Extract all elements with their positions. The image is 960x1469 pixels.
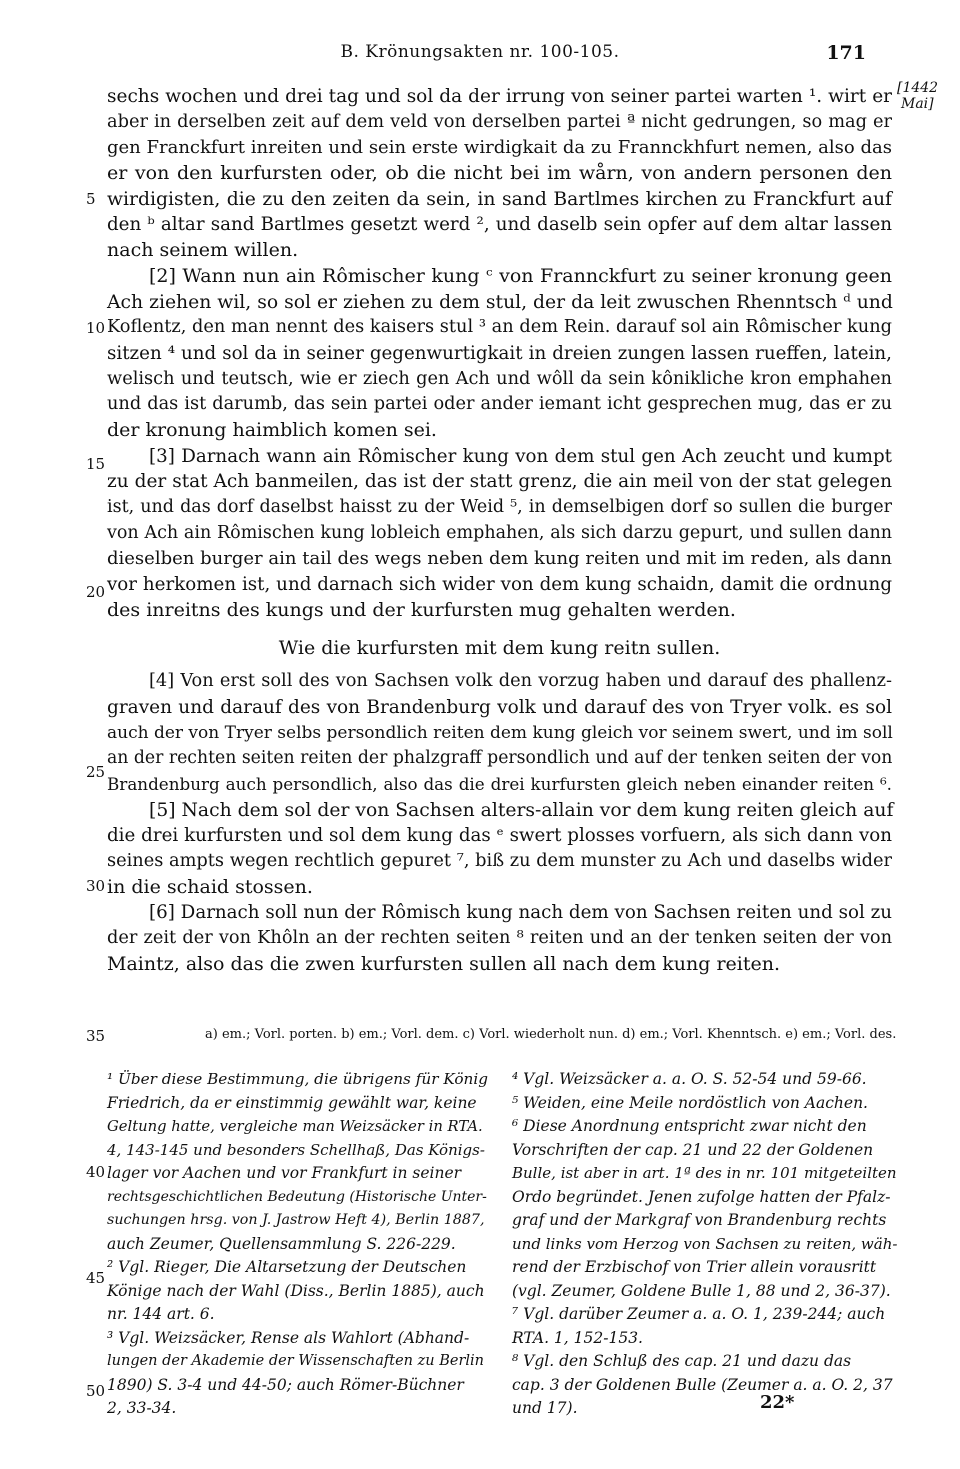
footnote-line: cap. 3 der Goldenen Bulle (Zeumer a. a. O. 2, 37 (512, 1375, 893, 1394)
footnote-line: Ordo begründet. Jenen zufolge hatten der Pfalz- (512, 1187, 891, 1206)
text-line: Maintz, also das die zwen kurfursten sullen all nach dem kung reiten. (107, 952, 781, 975)
footnote-line: Friedrich, da er einstimmig gewählt war, keine (107, 1093, 477, 1112)
text-line: dieselben burger ain tail des wegs neben dem kung reiten und mit im reden, als dann (107, 548, 892, 570)
footnote-line: Könige nach der Wahl (Diss., Berlin 1885), auch (107, 1281, 485, 1300)
text-line: wirdigisten, die zu den zeiten da sein, in sand Bartlmes kirchen zu Franckfurt auf (107, 188, 892, 210)
text-line: der kronung haimblich komen sei. (107, 418, 437, 441)
footnote-line: und links vom Herzog von Sachsen zu reiten, wäh- (512, 1234, 898, 1253)
text-line: Ach ziehen wil, so sol er ziehen zu dem stul, der da leit zwuschen Rhenntsch ᵈ und (107, 291, 893, 313)
text-line: des inreitns des kungs und der kurfursten mug gehalten werden. (107, 598, 736, 621)
footnote-line: rechtsgeschichtlichen Bedeutung (Historische Unter- (107, 1188, 487, 1205)
footnote-line: RTA. 1, 152-153. (512, 1328, 643, 1347)
text-line: Koflentz, den man nennt des kaisers stul ³ an dem Rein. darauf sol ain Rômischer kung (107, 317, 892, 338)
paragraph-4-start: [4] Von erst soll des von Sachsen volk den vorzug haben und darauf des phallenz- (149, 671, 892, 692)
line-number: 15 (86, 455, 106, 473)
footnote-line: (vgl. Zeumer, Goldene Bulle 1, 88 und 2, 36-37). (512, 1281, 891, 1300)
footnote-line: Bulle, ist aber in art. 1ª des in nr. 101 mitgeteilten (512, 1164, 897, 1182)
text-line: ist, und das dorf daselbst haisst zu der Weid ⁵, in demselbigen dorf so sullen die burger (107, 497, 892, 517)
footnote-line: Vorschriften der cap. 21 und 22 der Goldenen (512, 1140, 874, 1159)
line-number: 5 (86, 190, 96, 208)
footnote-line: 2, 33-34. (107, 1399, 177, 1417)
footnotes-right-column (512, 1068, 897, 1421)
footnote-line: nr. 144 art. 6. (107, 1305, 215, 1323)
line-number: 45 (86, 1269, 106, 1287)
line-number: 40 (86, 1163, 106, 1181)
footnote-line: ² Vgl. Rieger, Die Altarsetzung der Deutschen (107, 1258, 467, 1276)
text-line: vor herkomen ist, und darnach sich wider von dem kung schaidn, damit die ordnung (107, 574, 892, 596)
signature-mark: 22* (760, 1392, 795, 1413)
line-number: 25 (86, 763, 106, 781)
text-line: von Ach ain Rômischen kung lobleich emphahen, als sich darzu gepurt, und sullen dann (107, 522, 892, 543)
footnote-line: ³ Vgl. Weizsäcker, Rense als Wahlort (Abhand- (107, 1328, 470, 1347)
text-line: welisch und teutsch, wie er ziech gen Ach und wôll da sein kônikliche kron emphahen (107, 368, 892, 389)
margin-date: [1442 (897, 80, 939, 96)
footnote-line: ⁷ Vgl. darüber Zeumer a. a. O. 1, 239-244; auch (512, 1305, 886, 1323)
text-line: graven und darauf des von Brandenburg volk und darauf des von Tryer volk. es sol (107, 696, 892, 718)
text-line: sechs wochen und drei tag und sol da der irrung von seiner partei warten ¹. wirt er (107, 86, 892, 107)
footnote-line: auch Zeumer, Quellensammlung S. 226-229. (107, 1234, 456, 1253)
margin-month: Mai] (901, 96, 934, 112)
text-line: Brandenburg auch persondlich, also das die drei kurfursten gleich neben einander reiten ⁶. (107, 773, 892, 794)
running-title: B. Krönungsakten nr. 100-105. (340, 42, 620, 62)
text-line: und das ist darumb, das sein partei oder ander iemant icht gesprechen mug, das er zu (107, 394, 892, 415)
footnote-line: ⁶ Diese Anordnung entspricht zwar nicht den (512, 1117, 867, 1135)
footnote-line: lungen der Akademie der Wissenschaften zu Berlin (107, 1353, 484, 1369)
text-line: der zeit der von Khôln an der rechten seiten ⁸ reiten und an der tenken seiten der von (107, 928, 892, 949)
footnote-line: suchungen hrsg. von J. Jastrow Heft 4), Berlin 1887, (107, 1212, 485, 1228)
line-number: 30 (86, 877, 106, 895)
footnote-line: Geltung hatte, vergleiche man Weizsäcker in RTA. (107, 1118, 483, 1135)
text-line: die drei kurfursten und sol dem kung das ᵉ swert plosses vorfuern, als sich dann von (107, 825, 892, 847)
page-number: 171 (826, 42, 866, 64)
text-line: an der rechten seiten reiten der phalzgraff persondlich und auf der tenken seiten der von (107, 748, 893, 769)
paragraph-2-start: [2] Wann nun ain Rômischer kung ᶜ von Frannckfurt zu seiner kronung geen (149, 264, 892, 287)
footnote-line: rend der Erzbischof von Trier allein vorausritt (512, 1258, 877, 1276)
text-line: auch der von Tryer selbs persondlich reiten dem kung gleich vor seinem swert, und im soll (107, 722, 893, 743)
footnote-line: 4, 143-145 und besonders Schellhaß, Das Königs- (107, 1140, 485, 1159)
line-number: 50 (86, 1382, 106, 1400)
text-line: den ᵇ altar sand Bartlmes gesetzt werd ², und daselb sein opfer auf dem altar lassen (107, 214, 892, 236)
footnote-line: ¹ Über diese Bestimmung, die übrigens für König (107, 1070, 488, 1088)
section-heading: Wie die kurfursten mit dem kung reitn sullen. (278, 637, 721, 660)
paragraph-5-start: [5] Nach dem sol der von Sachsen alters-allain vor dem kung reiten gleich auf (149, 799, 894, 821)
footnote-line: ⁴ Vgl. Weizsäcker a. a. O. S. 52-54 und 59-66. (512, 1070, 867, 1088)
footnote-line: lager vor Aachen und vor Frankfurt in seiner (107, 1164, 462, 1182)
margin-date-note (897, 80, 938, 112)
paragraph-3-start: [3] Darnach wann ain Rômischer kung von dem stul gen Ach zeucht und kumpt (149, 445, 892, 467)
text-line: seines ampts wegen rechtlich gepuret ⁷, biß zu dem munster zu Ach und daselbs wider (107, 850, 892, 871)
text-line: zu der stat Ach banmeilen, das ist der statt grenz, die ain meil von der stat gelegen (107, 471, 892, 493)
footnote-line: 1890) S. 3-4 und 44-50; auch Römer-Büchner (107, 1375, 464, 1394)
line-number: 35 (86, 1027, 106, 1045)
line-number: 20 (86, 583, 106, 601)
paragraph-6-start: [6] Darnach soll nun der Rômisch kung nach dem von Sachsen reiten und sol zu (149, 902, 892, 924)
text-line: sitzen ⁴ und sol da in seiner gegenwurtigkait in dreien zungen lassen rueffen, latein, (107, 342, 892, 364)
text-line: gen Franckfurt inreiten und sein erste wirdigkait da zu Frannckhfurt nemen, also das (107, 137, 892, 159)
footnote-line: ⁵ Weiden, eine Meile nordöstlich von Aachen. (512, 1093, 868, 1112)
text-line: in die schaid stossen. (107, 875, 313, 898)
footnotes-left-column (107, 1068, 487, 1421)
footnote-line: graf und der Markgraf von Brandenburg rechts (512, 1211, 887, 1229)
main-text (107, 84, 892, 977)
running-header (0, 42, 960, 70)
line-number: 10 (86, 319, 106, 337)
text-line: aber in derselben zeit auf dem veld von derselben partei ª nicht gedrungen, so mag er (107, 111, 892, 132)
text-line: nach seinem willen. (107, 239, 299, 262)
footnote-line: ⁸ Vgl. den Schluß des cap. 21 und dazu das (512, 1352, 852, 1370)
footnote-line: und 17). (512, 1399, 578, 1417)
variant-notes: a) em.; Vorl. porten. b) em.; Vorl. dem. c) Vorl. wiederholt nun. d) em.; Vorl. Khenntsch. e) em.; Vorl. des. (205, 1027, 897, 1042)
text-line: er von den kurfursten oder, ob die nicht bei im wårn, von andern personen den (107, 162, 892, 185)
